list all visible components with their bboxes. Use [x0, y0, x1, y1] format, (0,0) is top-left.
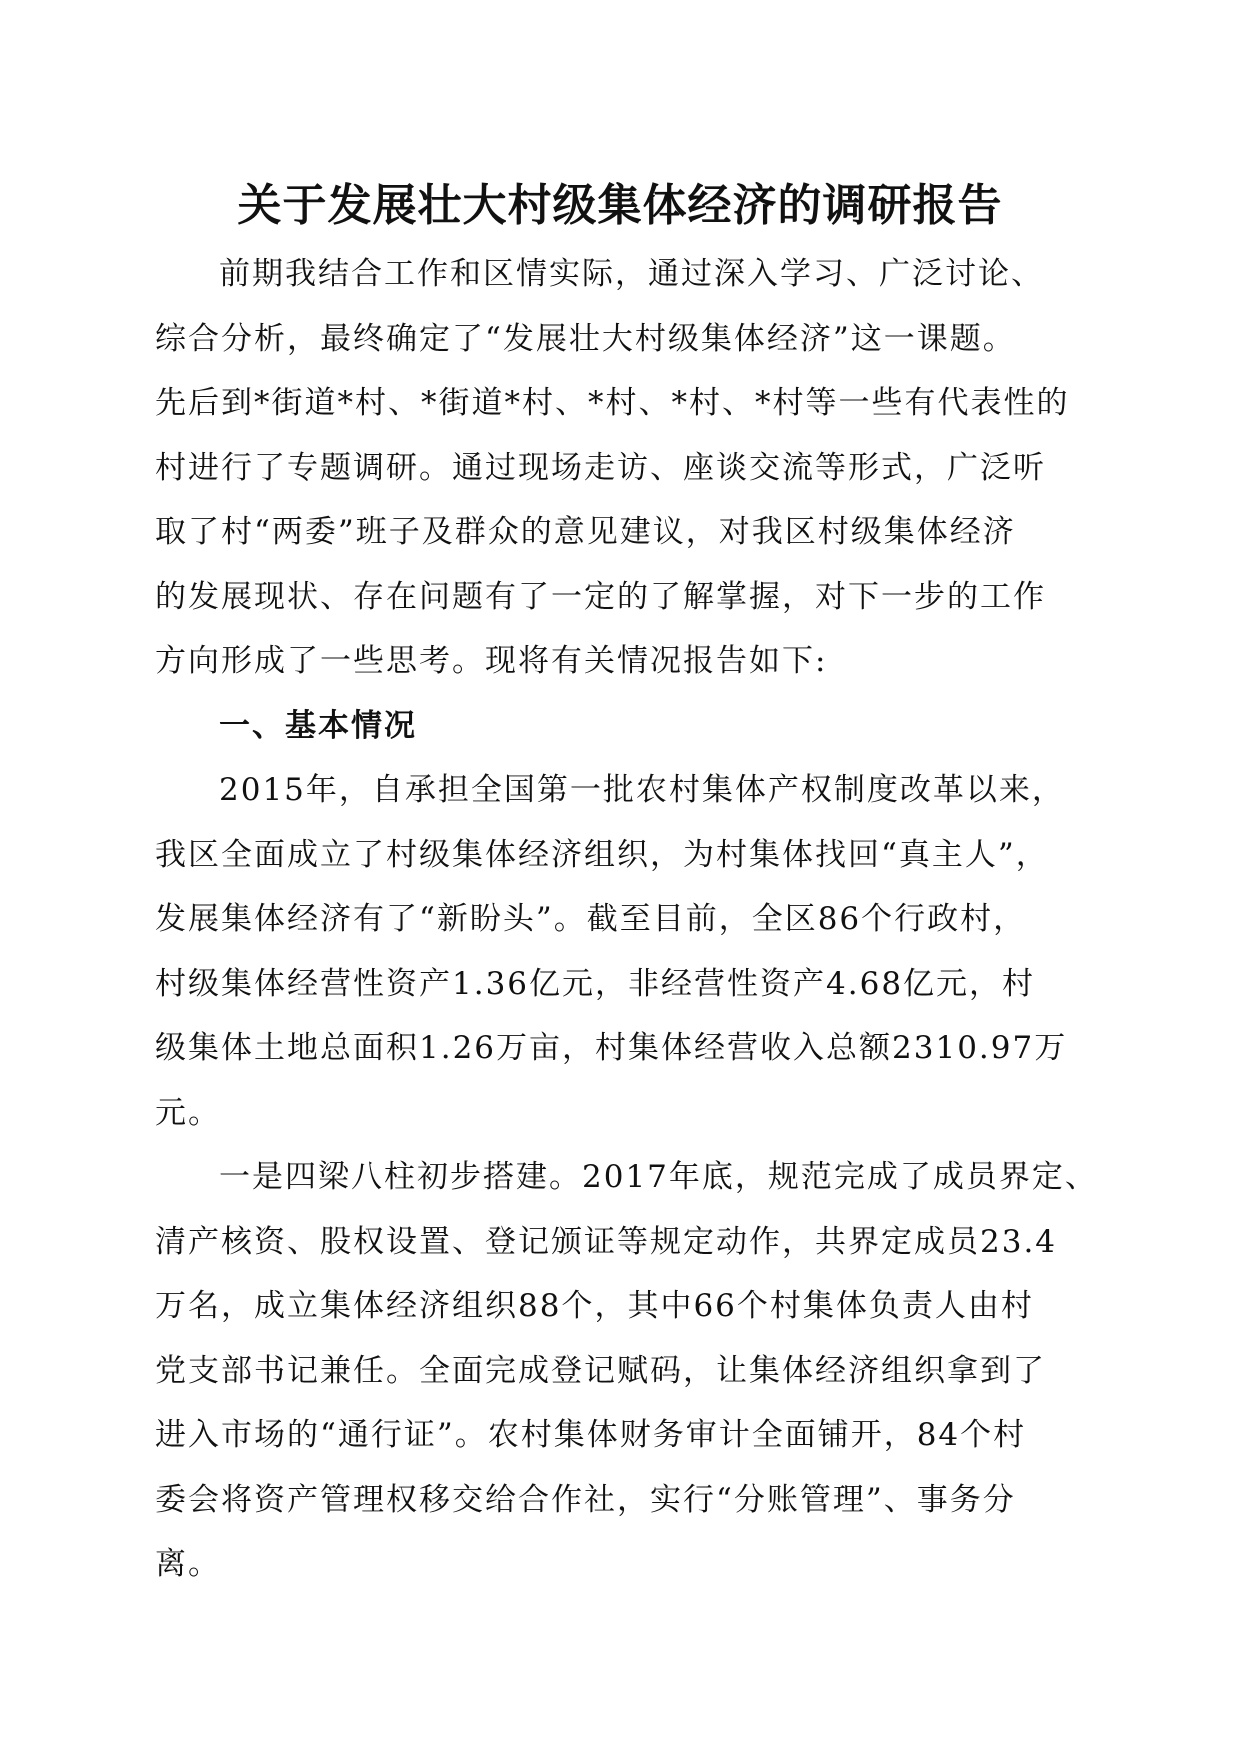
paragraph-line: 级集体土地总面积1.26万亩，村集体经营收入总额2310.97万	[155, 1030, 1068, 1066]
paragraph-line: 发展集体经济有了“新盼头”。截至目前，全区86个行政村，	[155, 901, 1027, 937]
paragraph-line: 方向形成了一些思考。现将有关情况报告如下:	[155, 643, 828, 679]
paragraph-line: 委会将资产管理权移交给合作社，实行“分账管理”、事务分	[155, 1481, 1016, 1518]
paragraph-line: 先后到*街道*村、*街道*村、*村、*村、*村等一些有代表性的	[155, 385, 1070, 421]
paragraph-line: 离。	[155, 1546, 221, 1582]
paragraph-line: 的发展现状、存在问题有了一定的了解掌握，对下一步的工作	[155, 578, 1046, 615]
paragraph-line: 综合分析，最终确定了“发展壮大村级集体经济”这一课题。	[155, 320, 1016, 357]
paragraph-intro	[155, 242, 1085, 694]
paragraph-line: 2015年，自承担全国第一批农村集体产权制度改革以来，	[219, 772, 1065, 808]
paragraph-line: 万名，成立集体经济组织88个，其中66个村集体负责人由村	[155, 1288, 1034, 1324]
paragraph-line: 元。	[155, 1094, 221, 1131]
paragraph-line: 前期我结合工作和区情实际，通过深入学习、广泛讨论、	[219, 256, 1044, 292]
paragraph-line: 党支部书记兼任。全面完成登记赋码，让集体经济组织拿到了	[155, 1352, 1046, 1389]
paragraph-framework	[155, 1145, 1098, 1597]
paragraph-line: 村级集体经营性资产1.36亿元，非经营性资产4.68亿元，村	[155, 965, 1036, 1002]
paragraph-line: 进入市场的“通行证”。农村集体财务审计全面铺开，84个村	[155, 1417, 1027, 1453]
section-heading: 一、基本情况	[219, 707, 417, 744]
paragraph-line: 取了村“两委”班子及群众的意见建议，对我区村级集体经济	[155, 514, 1016, 550]
paragraph-line: 清产核资、股权设置、登记颁证等规定动作，共界定成员23.4	[155, 1223, 1058, 1260]
document-title: 关于发展壮大村级集体经济的调研报告	[237, 180, 1003, 231]
section-heading-block	[155, 694, 1085, 759]
paragraph-line: 村进行了专题调研。通过现场走访、座谈交流等形式，广泛听	[155, 449, 1046, 486]
paragraph-basic-situation	[155, 758, 1085, 1145]
document-body	[155, 242, 1098, 1597]
paragraph-line: 我区全面成立了村级集体经济组织，为村集体找回“真主人”，	[155, 836, 1049, 873]
paragraph-line: 一是四梁八柱初步搭建。2017年底，规范完成了成员界定、	[219, 1159, 1098, 1195]
